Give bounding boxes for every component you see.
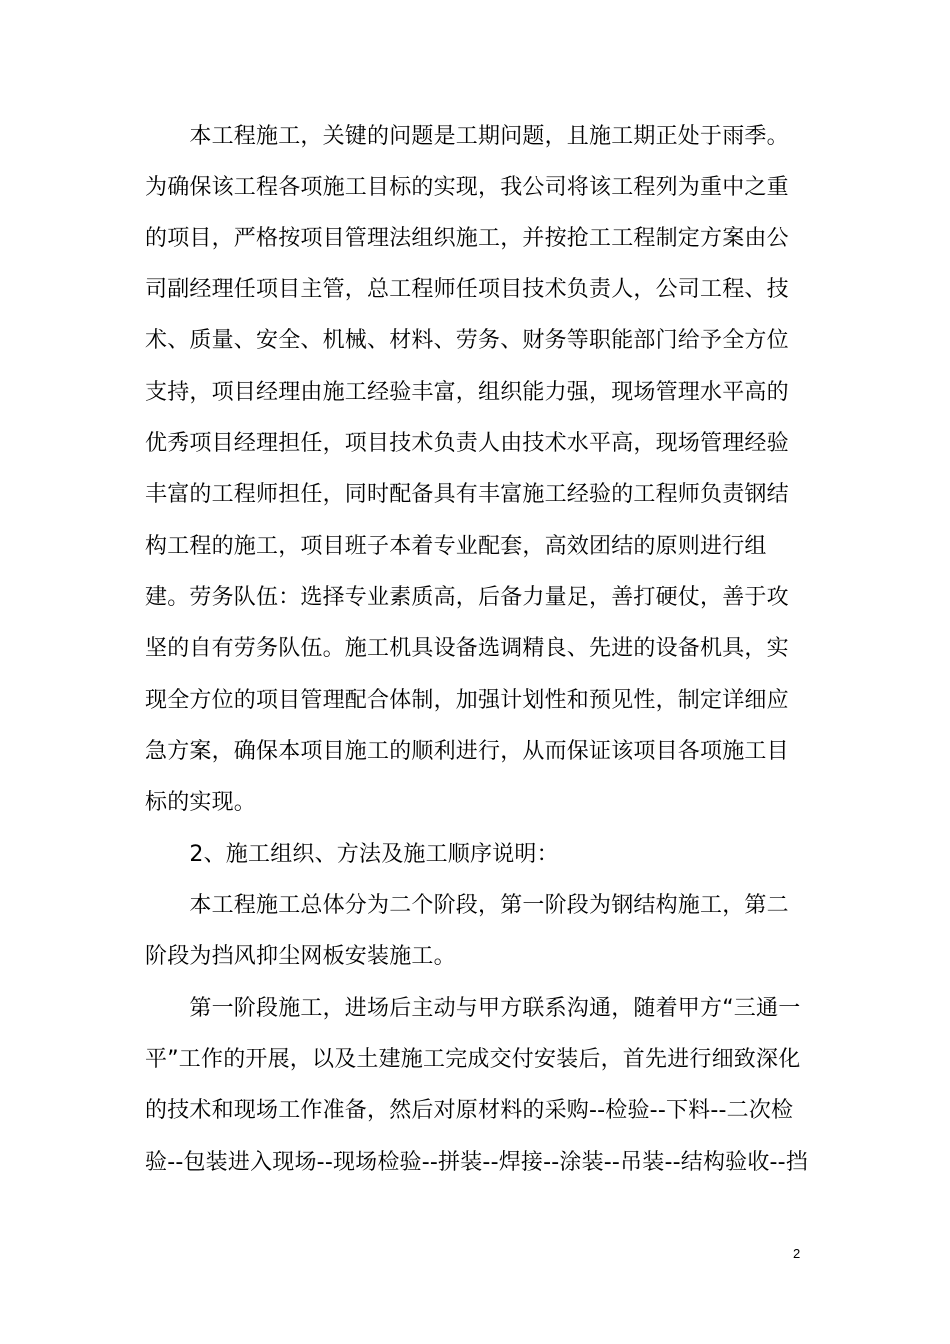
text-line: 优秀项目经理担任，项目技术负责人由技术水平高，现场管理经验 xyxy=(145,431,789,456)
text-line: 的技术和现场工作准备，然后对原材料的采购--检验--下料--二次检 xyxy=(145,1098,794,1123)
text-line: 支持，项目经理由施工经验丰富，组织能力强，现场管理水平高的 xyxy=(145,380,789,405)
text-line: 平”工作的开展，以及土建施工完成交付安装后，首先进行细致深化 xyxy=(145,1047,801,1072)
section-heading: 2、施工组织、方法及施工顺序说明： xyxy=(145,842,559,867)
text-line: 现全方位的项目管理配合体制，加强计划性和预见性，制定详细应 xyxy=(145,688,789,713)
text-line: 第一阶段施工，进场后主动与甲方联系沟通，随着甲方“三通一 xyxy=(145,996,801,1021)
text-line: 建。劳务队伍：选择专业素质高，后备力量足，善打硬仗，善于攻 xyxy=(145,585,789,610)
text-line: 司副经理任项目主管，总工程师任项目技术负责人，公司工程、技 xyxy=(145,277,789,302)
text-line: 阶段为挡风抑尘网板安装施工。 xyxy=(145,944,456,969)
text-line: 丰富的工程师担任，同时配备具有丰富施工经验的工程师负责钢结 xyxy=(145,482,789,507)
page-number: 2 xyxy=(793,1246,801,1261)
text-line: 急方案，确保本项目施工的顺利进行，从而保证该项目各项施工目 xyxy=(145,739,789,764)
text-line: 为确保该工程各项施工目标的实现，我公司将该工程列为重中之重 xyxy=(145,175,789,200)
text-line: 的项目，严格按项目管理法组织施工，并按抢工工程制定方案由公 xyxy=(145,226,789,251)
text-line: 验--包装进入现场--现场检验--拼装--焊接--涂装--吊装--结构验收--挡 xyxy=(145,1150,809,1175)
text-line: 标的实现。 xyxy=(145,790,257,815)
text-line: 本工程施工总体分为二个阶段，第一阶段为钢结构施工，第二 xyxy=(145,893,789,918)
text-line: 术、质量、安全、机械、材料、劳务、财务等职能部门给予全方位 xyxy=(145,328,789,353)
text-line: 构工程的施工，项目班子本着专业配套，高效团结的原则进行组 xyxy=(145,534,767,559)
text-line: 本工程施工，关键的问题是工期问题，且施工期正处于雨季。 xyxy=(145,124,789,149)
text-line: 坚的自有劳务队伍。施工机具设备选调精良、先进的设备机具，实 xyxy=(145,636,789,661)
